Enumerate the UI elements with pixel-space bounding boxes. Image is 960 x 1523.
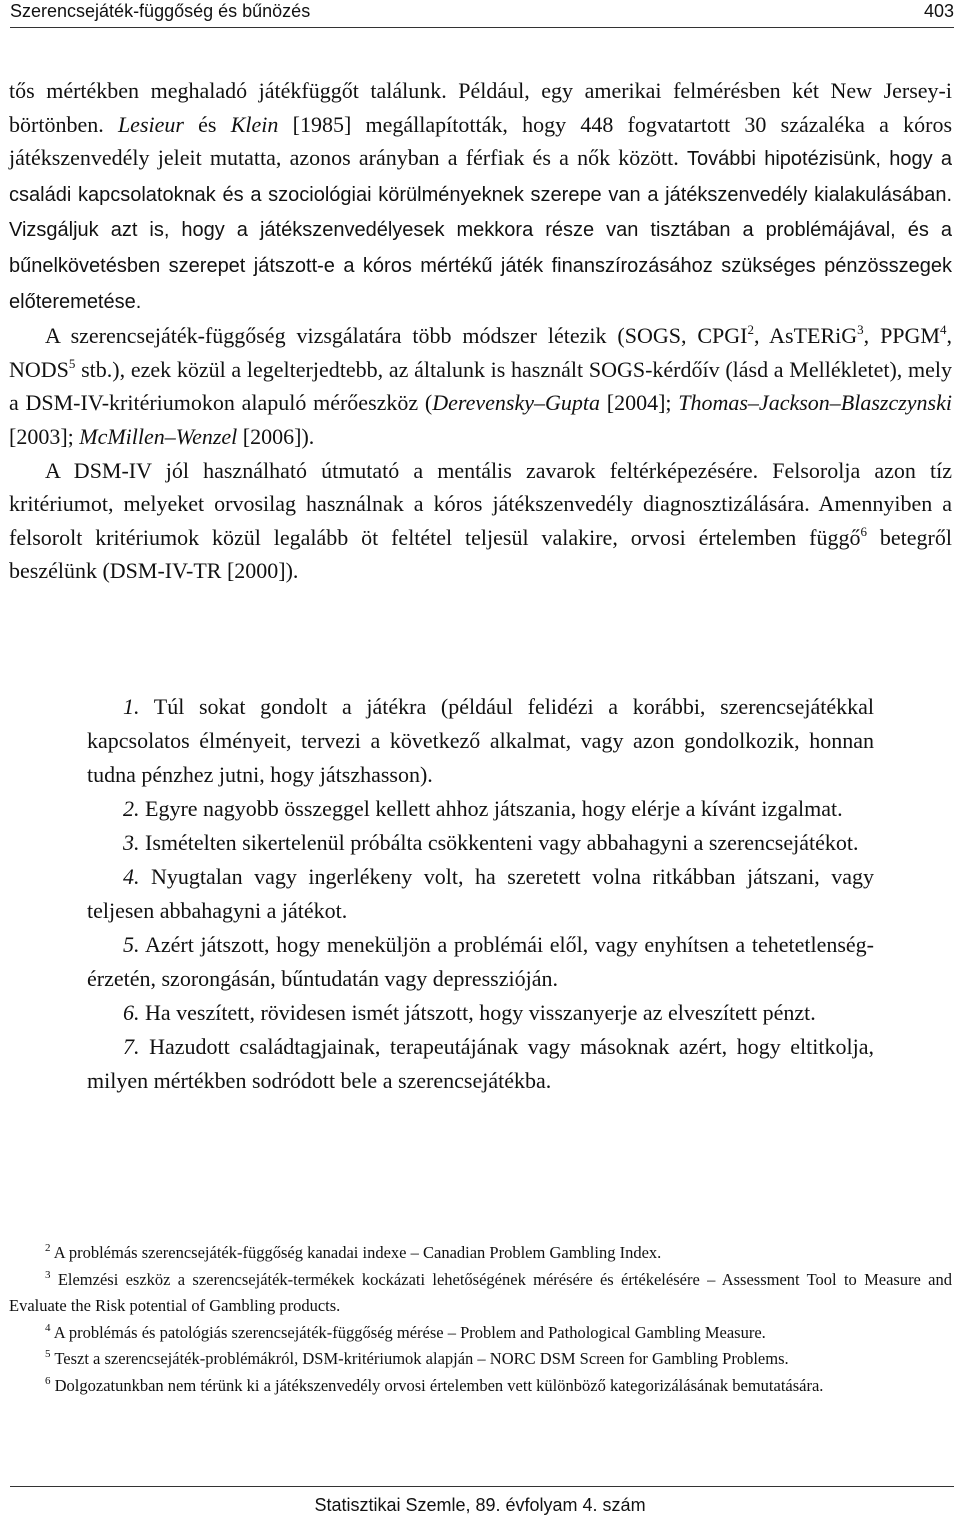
paragraph-3 <box>9 454 952 588</box>
criterion-item <box>87 1030 874 1098</box>
criterion-text: Túl sokat gondolt a játékra (például felidézi a korábbi, szerencsejátékkal kapcsolatos élményeit, tervezi a következő alkalmat, vagy azon gondolkozik, honnan tudna pénzhez jutni, hogy játszhasson). <box>87 694 875 787</box>
journal-footer: Statisztikai Szemle, 89. évfolyam 4. szám <box>314 1495 646 1515</box>
footnote-number: 3 <box>45 1268 51 1281</box>
footnote <box>9 1240 952 1267</box>
p3-text-b: betegről beszélünk (DSM-IV-TR [2000]). <box>9 524 952 584</box>
criterion-text: Nyugtalan vagy ingerlékeny volt, ha szeretett volna ritkábban játszani, vagy teljesen abbahagyni a játékot. <box>87 864 875 923</box>
footnote-ref-5: 5 <box>68 355 76 371</box>
criteria-list <box>87 690 874 1098</box>
footnote <box>9 1346 952 1373</box>
paragraph-1 <box>9 74 952 319</box>
criterion-number: 6. <box>123 1000 140 1025</box>
footnote-text: Dolgozatunkban nem térünk ki a játékszenvedély orvosi értelemben vett különböző kategorizálásának bemutatására. <box>54 1375 824 1395</box>
criterion-number: 4. <box>123 864 140 889</box>
criterion-item <box>87 690 874 792</box>
header-rule <box>10 27 954 28</box>
running-title: Szerencsejáték-függőség és bűnözés <box>10 1 311 21</box>
p2-text-f: [2004]; <box>600 390 679 416</box>
criterion-text: Ismételten sikertelenül próbálta csökkenteni vagy abbahagyni a szerencsejátékot. <box>145 830 859 855</box>
p1-text-b: és <box>183 111 231 137</box>
footnote-number: 5 <box>45 1348 51 1360</box>
p2-text-d: , NODS <box>9 323 952 382</box>
footnote-text: A problémás szerencsejáték-függőség kanadai indexe – Canadian Problem Gambling Index. <box>53 1243 662 1262</box>
p2-text-a: A szerencsejáték-függőség vizsgálatára több módszer létezik (SOGS, CPGI <box>45 323 748 349</box>
footnote-ref-3: 3 <box>857 322 864 338</box>
footnote <box>9 1320 952 1347</box>
footer-rule <box>10 1486 954 1487</box>
ref-mcmillen-wenzel: McMillen–Wenzel <box>79 423 238 449</box>
criterion-number: 7. <box>123 1034 140 1059</box>
footnote-number: 2 <box>45 1242 51 1254</box>
criterion-text: Azért játszott, hogy meneküljön a problémái elől, vagy enyhítsen a tehetetlenség-érzetén, szorongásán, bűntudatán vagy depresszióján. <box>87 932 874 991</box>
p2-text-h: [2006]). <box>237 423 315 449</box>
criterion-item <box>87 792 874 826</box>
p2-text-g: [2003]; <box>9 423 80 449</box>
footnote-text: A problémás és patológiás szerencsejáték-függőség mérése – Problem and Pathological Gambling Measure. <box>53 1322 766 1342</box>
body-text <box>9 74 952 588</box>
criterion-text: Hazudott családtagjainak, terapeutájának vagy másoknak azért, hogy eltitkolja, milyen mértékben sodródott bele a szerencsejátékba. <box>87 1034 874 1093</box>
footnote <box>9 1267 952 1320</box>
criterion-number: 1. <box>123 694 140 719</box>
criterion-text: Ha veszített, rövidesen ismét játszott, hogy visszanyerje az elveszített pénzt. <box>145 1000 816 1025</box>
footnote-number: 6 <box>45 1374 51 1387</box>
footnotes <box>9 1240 952 1399</box>
footnote-text: Teszt a szerencsejáték-problémákról, DSM-kritériumok alapján – NORC DSM Screen for Gambling Problems. <box>54 1349 789 1368</box>
criterion-item <box>87 860 874 928</box>
footnote-ref-6: 6 <box>860 523 868 539</box>
p1-text-a: tős mértékben meghaladó játékfüggőt találunk. Például, egy amerikai felmérésben két New Jersey-i börtönben. <box>9 78 952 137</box>
criterion-number: 2. <box>123 796 140 821</box>
running-header <box>10 0 954 26</box>
criterion-text: Egyre nagyobb összeggel kellett ahhoz játszania, hogy elérje a kívánt izgalmat. <box>145 796 843 821</box>
p1-hypothesis: További hipotézisünk, hogy a családi kapcsolatoknak és a szociológiai körülményeknek szerepe van a játékszenvedély kialakulásában. <box>9 148 953 206</box>
footnote-ref-2: 2 <box>747 322 754 338</box>
ref-thomas-jackson-blaszczynski: Thomas–Jackson–Blaszczynski <box>678 390 952 416</box>
author-klein: Klein <box>230 111 279 137</box>
p3-text-a: A DSM-IV jól használható útmutató a mentális zavarok feltérképezésére. Felsorolja azon tíz kritériumot, melyeket orvosilag használnak a kóros játékszenvedély diagnosztizálására. Amennyiben a felsorolt kritériumok közül legalább öt feltétel teljesül valakire, orvosi értelemben függő <box>9 457 952 550</box>
p2-text-c: , PPGM <box>863 323 940 349</box>
p2-text-e: stb.), ezek közül a legelterjedtebb, az általunk is használt SOGS-kérdőív (lásd a Mellékletet), mely a DSM-IV-kritériumokon alapuló mérőeszköz ( <box>9 356 952 416</box>
criterion-number: 5. <box>123 932 140 957</box>
p1-text-d: Vizsgáljuk azt is, hogy a játékszenvedélyesek mekkora része van tisztában a problémájával, és a bűnelkövetésben szerepet játszott-e a kóros mértékű játék finanszírozásához szükséges pénzösszegek előteremetése. <box>9 219 952 313</box>
criterion-item <box>87 826 874 860</box>
criterion-item <box>87 928 874 996</box>
footnote-ref-4: 4 <box>940 322 947 338</box>
p2-text-b: , AsTERiG <box>753 323 858 349</box>
paragraph-2 <box>9 319 952 453</box>
criterion-item <box>87 996 874 1030</box>
author-lesieur: Lesieur <box>117 111 184 137</box>
criterion-number: 3. <box>123 830 140 855</box>
footnote-number: 4 <box>45 1321 51 1334</box>
footnote <box>9 1373 952 1400</box>
page-number: 403 <box>923 1 954 21</box>
footnote-text: Elemzési eszköz a szerencsejáték-termékek kockázati lehetőségének mérésére és értékelésére – Assessment Tool to Measure and Evaluate the Risk potential of Gambling products. <box>9 1269 953 1315</box>
ref-derevensky-gupta: Derevensky–Gupta <box>432 390 601 416</box>
p1-text-c: [1985] megállapították, hogy 448 fogvatartott 30 százaléka a kóros játékszenvedély jeleit mutatta, azonos arányban a férfiak és a nők között. <box>9 111 953 171</box>
